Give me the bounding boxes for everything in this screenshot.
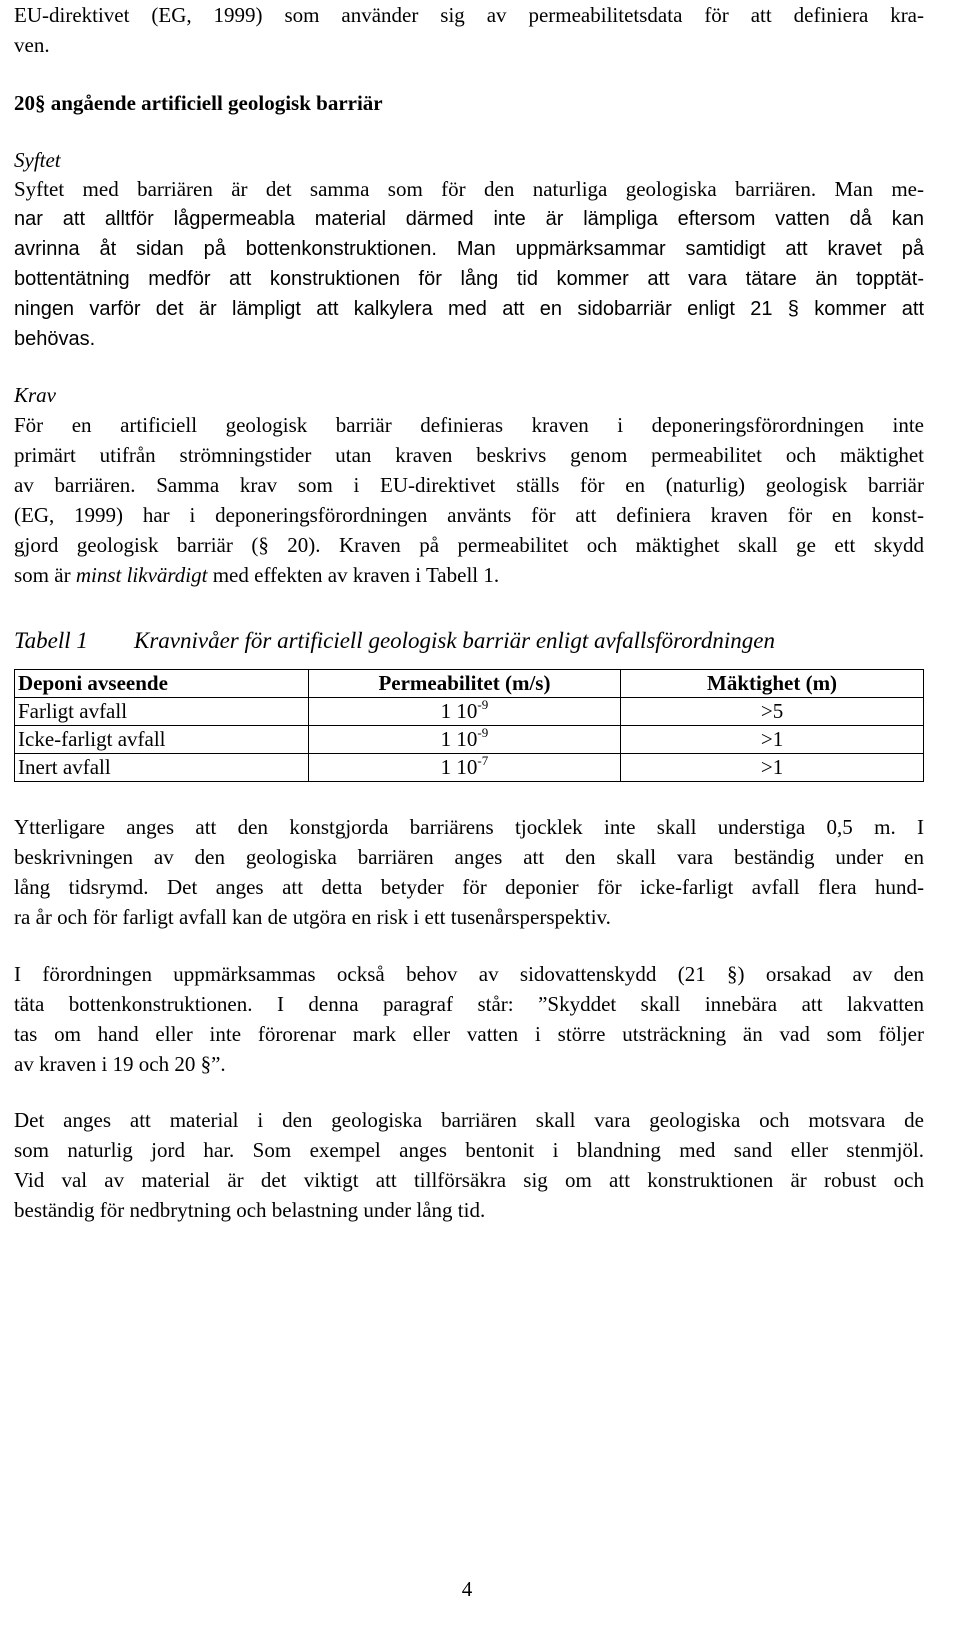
table-caption-label: Tabell 1 — [14, 628, 88, 653]
syfte-line: ningen varför det är lämpligt att kalkylera med att en sidobarriär enligt 21 § kommer att — [14, 298, 924, 320]
section-heading: 20§ angående artificiell geologisk barriär — [14, 91, 383, 115]
material-paragraph — [14, 1105, 924, 1225]
requirements-table-wrap — [14, 669, 924, 782]
text-line: Det anges att material i den geologiska barriären skall vara geologiska och motsvara de — [14, 1108, 924, 1132]
table-row — [15, 754, 924, 782]
text-line: ra år och för farligt avfall kan de utgöra en risk i ett tusenårsperspektiv. — [14, 905, 611, 929]
syfte-line: behövas. — [14, 328, 96, 350]
text-line: beständig för nedbrytning och belastning under lång tid. — [14, 1198, 486, 1222]
permeability-cell: 1 $10^{-9}$ — [308, 726, 620, 754]
table-header-row — [15, 670, 924, 698]
krav-paragraph — [14, 410, 924, 590]
text-line: Vid val av material är det viktigt att tillförsäkra sig om att konstruktionen är robust och — [14, 1168, 924, 1192]
text-line: av kraven i 19 och 20 §”. — [14, 1052, 226, 1076]
deponi-cell: Icke-farligt avfall — [15, 726, 309, 754]
table-caption-text: Kravnivåer för artificiell geologisk barriär enligt avfallsförordningen — [134, 628, 775, 653]
text-line: lång tidsrymd. Det anges att detta betyder för deponier för icke-farligt avfall flera hund- — [14, 875, 924, 899]
text-line: som naturlig jord har. Som exempel anges bentonit i blandning med sand eller stenmjöl. — [14, 1138, 924, 1162]
table-row — [15, 726, 924, 754]
permeability-cell: 1 $10^{-9}$ — [308, 698, 620, 726]
krav-line: (EG, 1999) har i deponeringsförordningen använts för att definiera kraven för en konst- — [14, 503, 924, 527]
krav-line: som är minst likvärdigt med effekten av kraven i Tabell 1. — [14, 563, 500, 587]
side-protection-paragraph — [14, 959, 924, 1079]
table-caption — [14, 626, 924, 656]
syfte-line: Syftet med barriären är det samma som för den naturliga geologiska barriären. Man me- — [14, 177, 924, 201]
deponi-cell: Farligt avfall — [15, 698, 309, 726]
syfte-heading: Syftet — [14, 148, 61, 172]
table-row — [15, 698, 924, 726]
text-line: tas om hand eller inte förorenar mark eller vatten i större utsträckning än vad som följer — [14, 1022, 924, 1046]
requirements-table — [14, 669, 924, 782]
column-header: Deponi avseende — [15, 670, 309, 698]
thickness-cell: >5 — [621, 698, 924, 726]
syfte-line: bottentätning medför att konstruktionen för lång tid kommer att vara tätare än topptät- — [14, 268, 924, 290]
column-header: Mäktighet (m) — [621, 670, 924, 698]
emphasis-text: minst likvärdigt — [75, 563, 208, 587]
intro-line: ven. — [14, 33, 50, 57]
krav-line: gjord geologisk barriär (§ 20). Kraven på permeabilitet och mäktighet skall ge ett skydd — [14, 533, 924, 557]
krav-line: primärt utifrån strömningstider utan kraven beskrivs genom permeabilitet och mäktighet — [14, 443, 924, 467]
thickness-cell: >1 — [621, 726, 924, 754]
krav-heading: Krav — [14, 383, 56, 407]
text-line: täta bottenkonstruktionen. I denna paragraf står: ”Skyddet skall innebära att lakvatten — [14, 992, 924, 1016]
krav-line: av barriären. Samma krav som i EU-direktivet ställs för en (naturlig) geologisk barriär — [14, 473, 924, 497]
text-line: Ytterligare anges att den konstgjorda barriärens tjocklek inte skall understiga 0,5 m. I — [14, 815, 924, 839]
text-line: beskrivningen av den geologiska barriären anges att den skall vara beständig under en — [14, 845, 924, 869]
syfte-line: avrinna åt sidan på bottenkonstruktionen. Man uppmärksammar samtidigt att kravet på — [14, 238, 924, 260]
page-number: 4 — [461, 1577, 473, 1601]
text-line: I förordningen uppmärksammas också behov av sidovattenskydd (21 §) orsakad av den — [14, 962, 924, 986]
krav-line: För en artificiell geologisk barriär definieras kraven i deponeringsförordningen inte — [14, 413, 924, 437]
thickness-paragraph — [14, 812, 924, 932]
syfte-paragraph — [14, 174, 924, 354]
intro-line: EU-direktivet (EG, 1999) som använder sig av permeabilitetsdata för att definiera kra- — [14, 3, 924, 27]
syfte-line: nar att alltför lågpermeabla material därmed inte är lämpliga eftersom vatten då kan — [14, 208, 924, 230]
deponi-cell: Inert avfall — [15, 754, 309, 782]
thickness-cell: >1 — [621, 754, 924, 782]
permeability-cell: 1 $10^{-7}$ — [308, 754, 620, 782]
intro-paragraph — [14, 0, 924, 60]
column-header: Permeabilitet (m/s) — [308, 670, 620, 698]
